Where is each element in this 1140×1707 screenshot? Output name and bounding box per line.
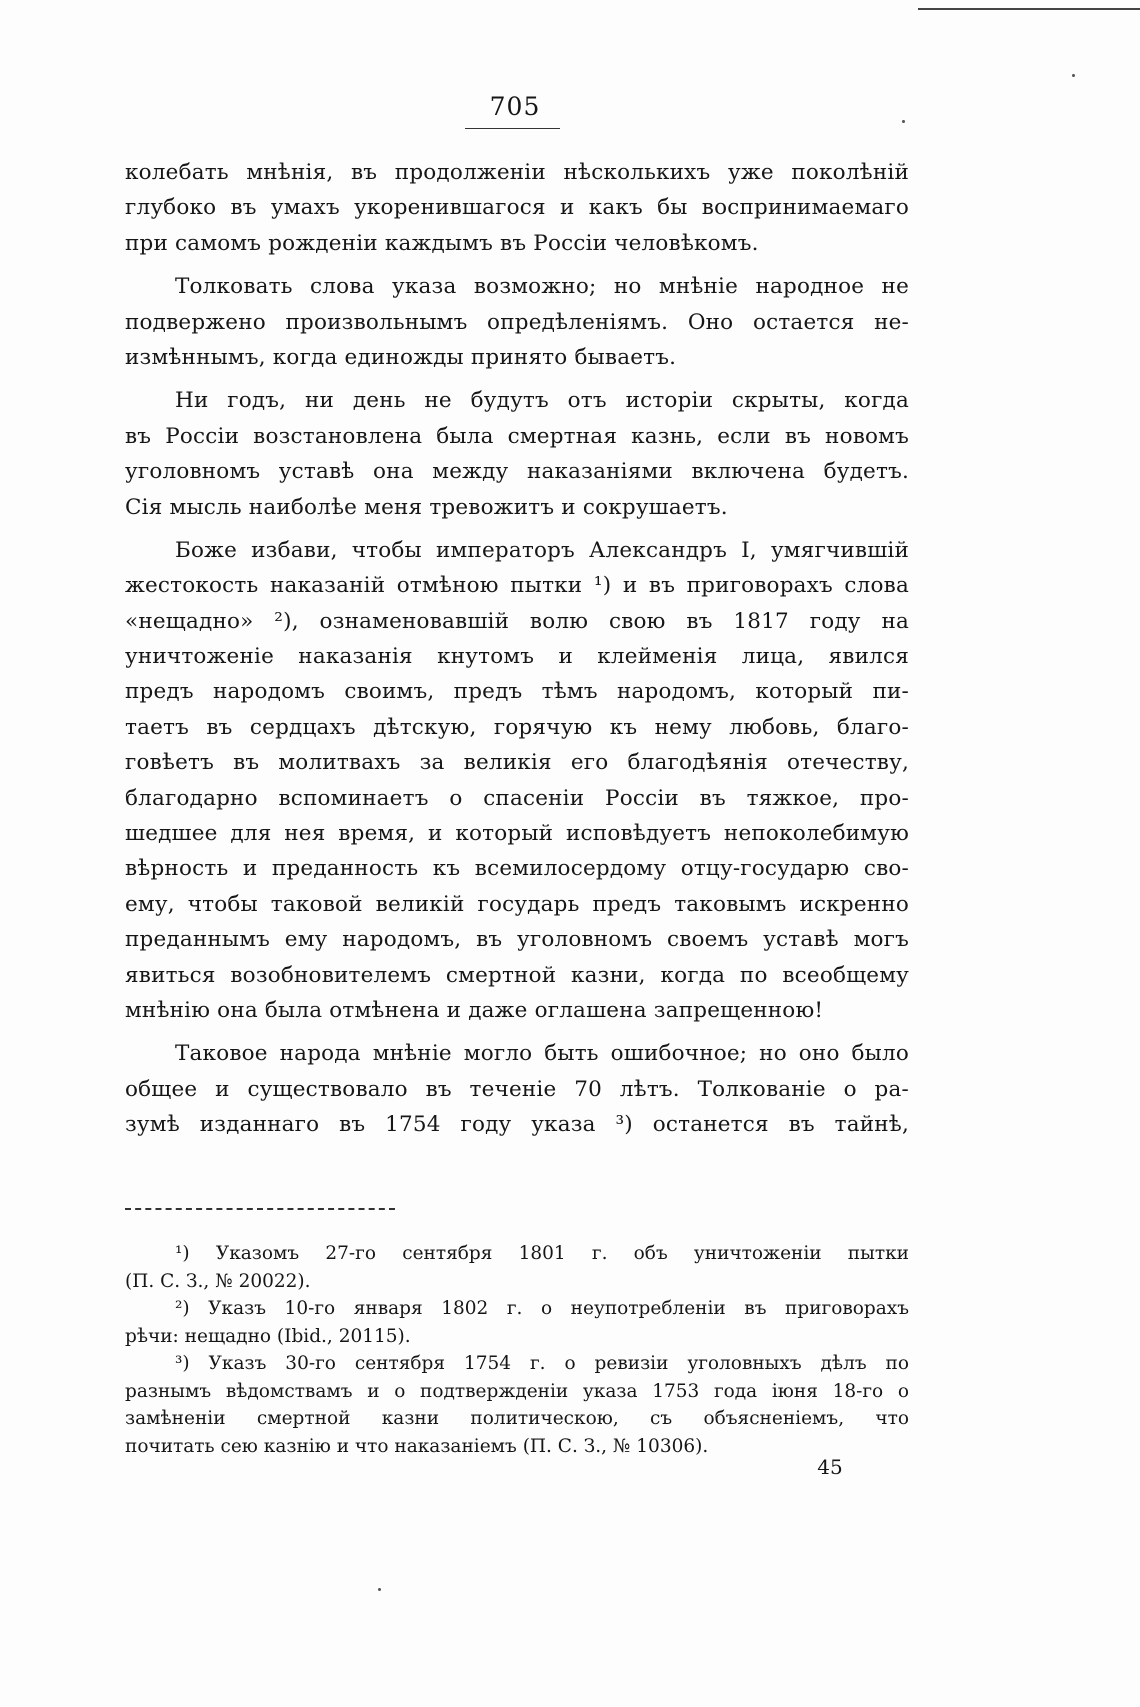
text-line: мнѣнію она была отмѣнена и даже оглашена запрещенною! (125, 997, 824, 1023)
text-line: измѣннымъ, когда единожды принято бываетъ. (125, 344, 677, 370)
text-line: колебать мнѣнія, въ продолженіи нѣсколькихъ уже поколѣній (125, 160, 909, 185)
text-line: уничтоженіе наказанія кнутомъ и клейменія лица, явился (125, 644, 909, 670)
footnote (125, 1350, 909, 1460)
paragraph-gap (125, 261, 909, 269)
footnote (125, 1240, 909, 1295)
footnote-line: почитать сею казнію и что наказаніемъ (П. С. З., № 10306). (125, 1435, 709, 1457)
scan-speck (378, 1588, 381, 1591)
paragraph-gap (125, 375, 909, 383)
text-line: ему, чтобы таковой великій государь предъ таковымъ искренно (125, 891, 909, 917)
footnote (125, 1295, 909, 1350)
text-line: зумѣ изданнаго въ 1754 году указа ³) останется въ тайнѣ, (125, 1112, 909, 1138)
text-line: таетъ въ сердцахъ дѣтскую, горячую къ нему любовь, благо- (125, 714, 909, 740)
main-text (125, 155, 909, 1143)
text-line: предъ народомъ своимъ, предъ тѣмъ народомъ, который пи- (125, 679, 909, 705)
text-line: Таковое народа мнѣніе могло быть ошибочное; но оно было (175, 1041, 909, 1067)
text-line: «нещадно» ²), ознаменовавшій волю свою въ 1817 году на (125, 608, 909, 634)
text-line: общее и существовало въ теченіе 70 лѣтъ. Толкованіе о ра- (125, 1076, 909, 1102)
scan-speck (1072, 74, 1075, 77)
text-line: подвержено произвольнымъ опредѣленіямъ. Оно остается не- (125, 309, 909, 335)
text-line: говѣетъ въ молитвахъ за великія его благодѣянія отечеству, (125, 750, 909, 776)
text-line: благодарно вспоминаетъ о спасеніи Россіи въ тяжкое, про- (125, 785, 909, 811)
page-number: 705 (489, 92, 541, 121)
footnote-line: ²) Указъ 10-го января 1802 г. о неупотребленіи въ приговорахъ (175, 1298, 909, 1319)
text-line: при самомъ рожденіи каждымъ въ Россіи человѣкомъ. (125, 230, 759, 256)
footnote-separator (125, 1208, 395, 1210)
signature-mark: 45 (817, 1455, 843, 1479)
text-line: жестокость наказаній отмѣною пытки ¹) и въ приговорахъ слова (125, 573, 909, 599)
text-line: Боже избави, чтобы императоръ Александръ I, умягчившій (175, 537, 909, 563)
footnote-line: разнымъ вѣдомствамъ и о подтвержденіи указа 1753 года іюня 18-го о (125, 1380, 909, 1402)
footnote-line: (П. С. З., № 20022). (125, 1270, 311, 1292)
text-line: вѣрность и преданность къ всемилосердому отцу-государю сво- (125, 856, 909, 882)
text-line: преданнымъ ему народомъ, въ уголовномъ своемъ уставѣ могъ (125, 927, 909, 953)
footnotes (125, 1240, 909, 1460)
text-line: шедшее для нея время, и который исповѣдуетъ непоколебимую (125, 821, 909, 847)
text-line: Толковать слова указа возможно; но мнѣніе народное не (175, 274, 909, 300)
text-line: Ни годъ, ни день не будутъ отъ исторіи скрыты, когда (175, 388, 909, 414)
footnote-line: рѣчи: нещадно (Ibid., 20115). (125, 1325, 411, 1347)
paragraph-gap (125, 525, 909, 533)
page-number-rule (465, 128, 560, 129)
scan-speck (902, 120, 905, 123)
paragraph-gap (125, 1028, 909, 1036)
footnote-line: замѣненіи смертной казни политическою, съ объясненіемъ, что (125, 1408, 909, 1429)
text-line: глубоко въ умахъ укоренившагося и какъ бы воспринимаемаго (125, 195, 909, 221)
scan-edge-rule (918, 8, 1140, 10)
text-line: въ Россіи возстановлена была смертная казнь, если въ новомъ (125, 423, 909, 449)
text-line: явиться возобновителемъ смертной казни, когда по всеобщему (125, 962, 909, 988)
footnote-line: ³) Указъ 30-го сентября 1754 г. о ревизіи уголовныхъ дѣлъ по (175, 1353, 909, 1374)
footnote-line: ¹) Указомъ 27-го сентября 1801 г. объ уничтоженіи пытки (175, 1243, 909, 1264)
text-line: уголовномъ уставѣ она между наказаніями включена будетъ. (125, 459, 909, 485)
text-line: Сія мысль наиболѣе меня тревожитъ и сокрушаетъ. (125, 494, 728, 520)
